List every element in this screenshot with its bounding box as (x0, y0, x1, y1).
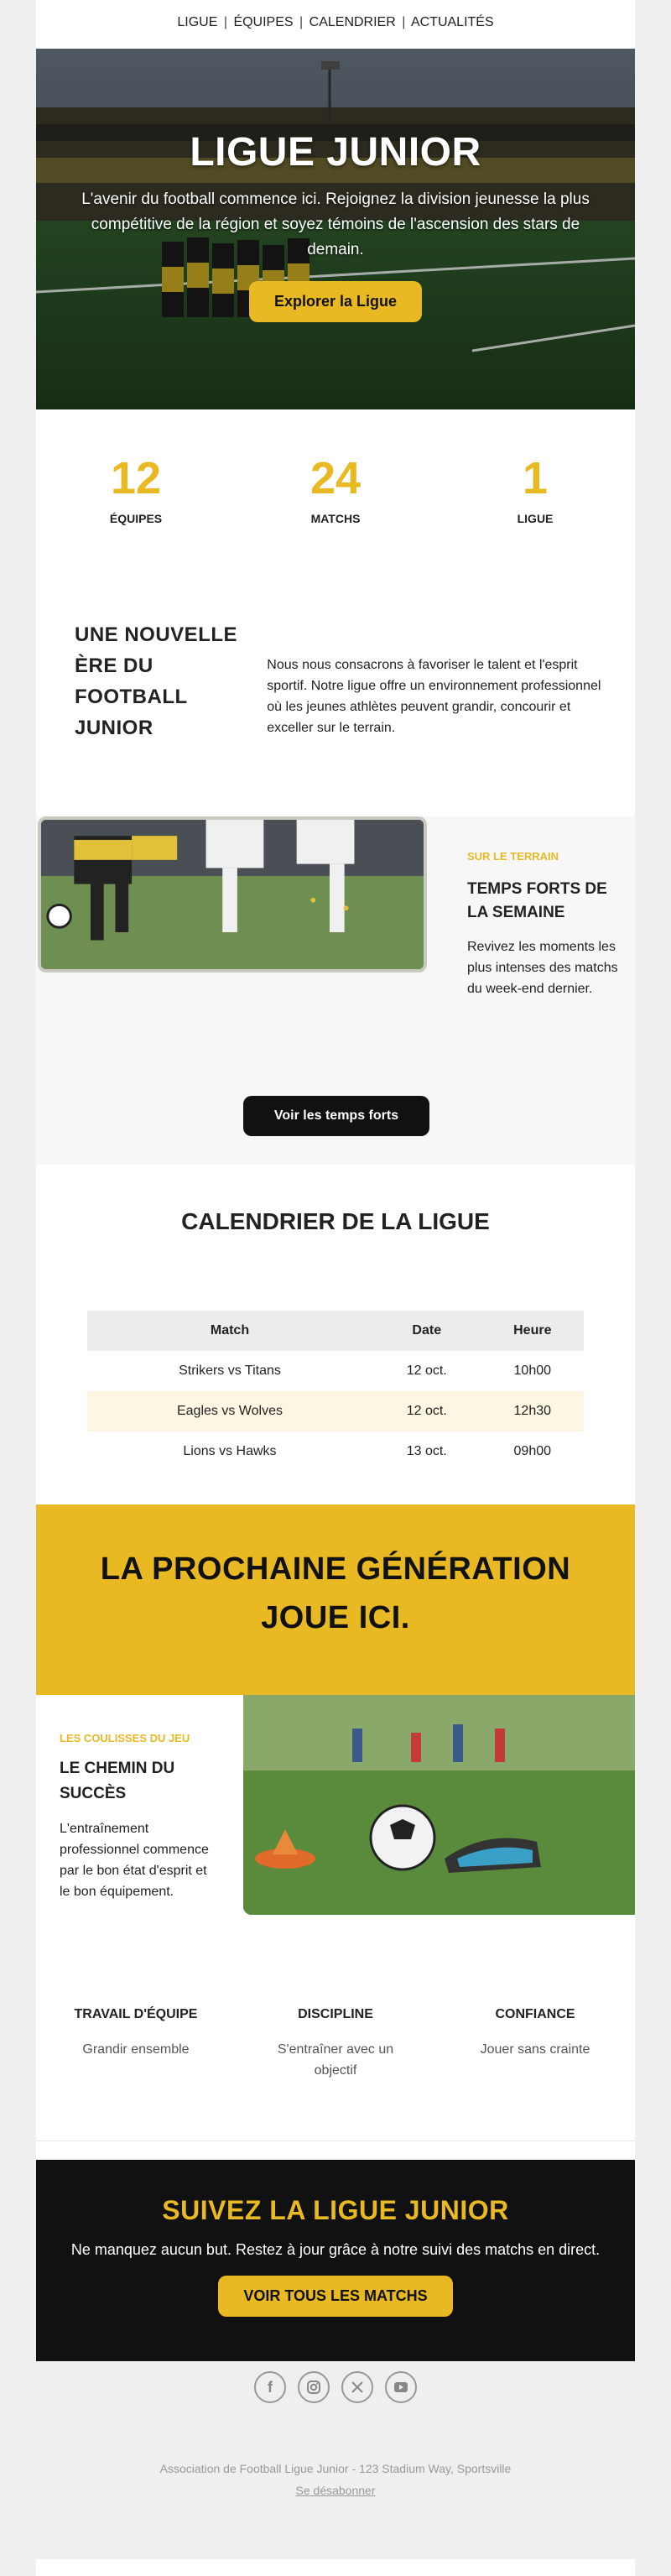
header-time: Heure (481, 1311, 584, 1351)
follow-title: SUIVEZ LA LIGUE JUNIOR (162, 2195, 509, 2225)
cell-match: Lions vs Hawks (183, 1444, 277, 1458)
table-row (87, 1391, 584, 1431)
value-title: TRAVAIL D'ÉQUIPE (74, 2007, 198, 2021)
intro-title: UNE NOUVELLE ÈRE DU FOOTBALL JUNIOR (75, 623, 238, 739)
behind-scenes-text-block (60, 1732, 211, 1902)
banner-title: LA PROCHAINE GÉNÉRATION JOUE ICI. (100, 1551, 571, 1635)
nav-link-ligue[interactable]: LIGUE (177, 15, 218, 29)
cell-time: 10h00 (513, 1364, 552, 1378)
view-highlights-button[interactable]: Voir les temps forts (243, 1096, 429, 1136)
nav-separator: | (402, 15, 406, 29)
cell-match: Eagles vs Wolves (87, 1391, 372, 1431)
hero-title: LIGUE JUNIOR (190, 130, 481, 175)
nav-link-equipes[interactable]: ÉQUIPES (233, 15, 294, 29)
value-title: DISCIPLINE (298, 2007, 373, 2021)
stats-section (36, 409, 635, 544)
stat-value: 12 (110, 453, 162, 503)
view-all-matches-button[interactable]: VOIR TOUS LES MATCHS (218, 2276, 452, 2317)
highlights-section (36, 816, 635, 1165)
value-teamwork (36, 2007, 236, 2141)
equipment-photo (243, 1695, 635, 1915)
value-title: CONFIANCE (495, 2007, 575, 2021)
cell-time: 12h30 (481, 1391, 584, 1431)
table-row (87, 1431, 584, 1472)
intro-text: Nous nous consacrons à favoriser le talent et l'esprit sportif. Notre ligue offre un environnement professionnel où les jeunes athlètes peuvent grandir, concourir et exceller sur le terrain. (267, 658, 601, 735)
value-text: Jouer sans crainte (480, 2042, 590, 2057)
hero-text: L'avenir du football commence ici. Rejoignez la division jeunesse la plus compétitive de la région et soyez témoins de l'ascension des stars de demain. (81, 190, 590, 258)
behind-scenes-title: LE CHEMIN DU SUCCÈS (60, 1760, 175, 1802)
stat-teams (36, 453, 236, 544)
explore-league-button[interactable]: Explorer la Ligue (249, 281, 422, 322)
value-confidence (435, 2007, 635, 2141)
facebook-icon[interactable]: f (254, 2371, 286, 2403)
highlights-text-block (467, 850, 618, 999)
table-header-row (87, 1311, 584, 1351)
stat-value: 1 (522, 453, 549, 503)
highlights-text: Revivez les moments les plus intenses des matchs du week-end dernier. (467, 940, 618, 996)
behind-scenes-text: L'entraînement professionnel commence par le bon état d'esprit et le bon équipement. (60, 1822, 209, 1899)
nav-separator: | (223, 15, 227, 29)
email-container (36, 0, 635, 2576)
nav-link-actualites[interactable]: ACTUALITÉS (410, 15, 494, 29)
cell-time: 09h00 (513, 1444, 552, 1458)
header-match: Match (87, 1311, 372, 1351)
stat-league (435, 453, 635, 544)
nav-separator: | (299, 15, 304, 29)
hero-section (36, 49, 635, 409)
follow-section (36, 2160, 635, 2361)
stat-value: 24 (309, 453, 362, 503)
instagram-icon[interactable] (298, 2371, 330, 2403)
stat-label: MATCHS (310, 512, 361, 525)
top-nav (36, 0, 635, 49)
stat-label: LIGUE (517, 512, 554, 525)
footer-address: Association de Football Ligue Junior - 123 Stadium Way, Sportsville (159, 2462, 512, 2475)
value-text: Grandir ensemble (82, 2042, 190, 2057)
hero-content (36, 129, 635, 322)
schedule-section (36, 1165, 635, 1504)
nav-link-calendrier[interactable]: CALENDRIER (309, 15, 396, 29)
stat-matches (236, 453, 435, 544)
highlights-photo (38, 816, 427, 973)
stat-label: ÉQUIPES (109, 512, 163, 525)
cell-date: 12 oct. (372, 1391, 481, 1431)
schedule-title: CALENDRIER DE LA LIGUE (181, 1208, 490, 1234)
cell-match: Strikers vs Titans (179, 1364, 281, 1378)
intro-section (36, 544, 635, 816)
cell-date: 13 oct. (406, 1444, 447, 1458)
follow-text: Ne manquez aucun but. Restez à jour grâce à notre suivi des matchs en direct. (70, 2241, 601, 2258)
behind-scenes-section (36, 1695, 635, 1960)
footer (36, 2361, 635, 2559)
value-discipline (236, 2007, 435, 2141)
youtube-icon[interactable] (385, 2371, 417, 2403)
highlights-eyebrow: SUR LE TERRAIN (467, 850, 559, 863)
highlights-title: TEMPS FORTS DE LA SEMAINE (467, 880, 607, 921)
value-text: S'entraîner avec un objectif (277, 2042, 394, 2078)
x-icon[interactable] (341, 2371, 373, 2403)
unsubscribe-link[interactable]: Se désabonner (295, 2484, 376, 2497)
social-links (36, 2371, 635, 2403)
cell-date: 12 oct. (406, 1364, 447, 1378)
values-section (36, 1960, 635, 2141)
schedule-table (87, 1311, 584, 1472)
table-row (87, 1351, 584, 1391)
behind-scenes-eyebrow: LES COULISSES DU JEU (60, 1732, 190, 1744)
next-generation-banner (36, 1504, 635, 1695)
header-date: Date (372, 1311, 481, 1351)
